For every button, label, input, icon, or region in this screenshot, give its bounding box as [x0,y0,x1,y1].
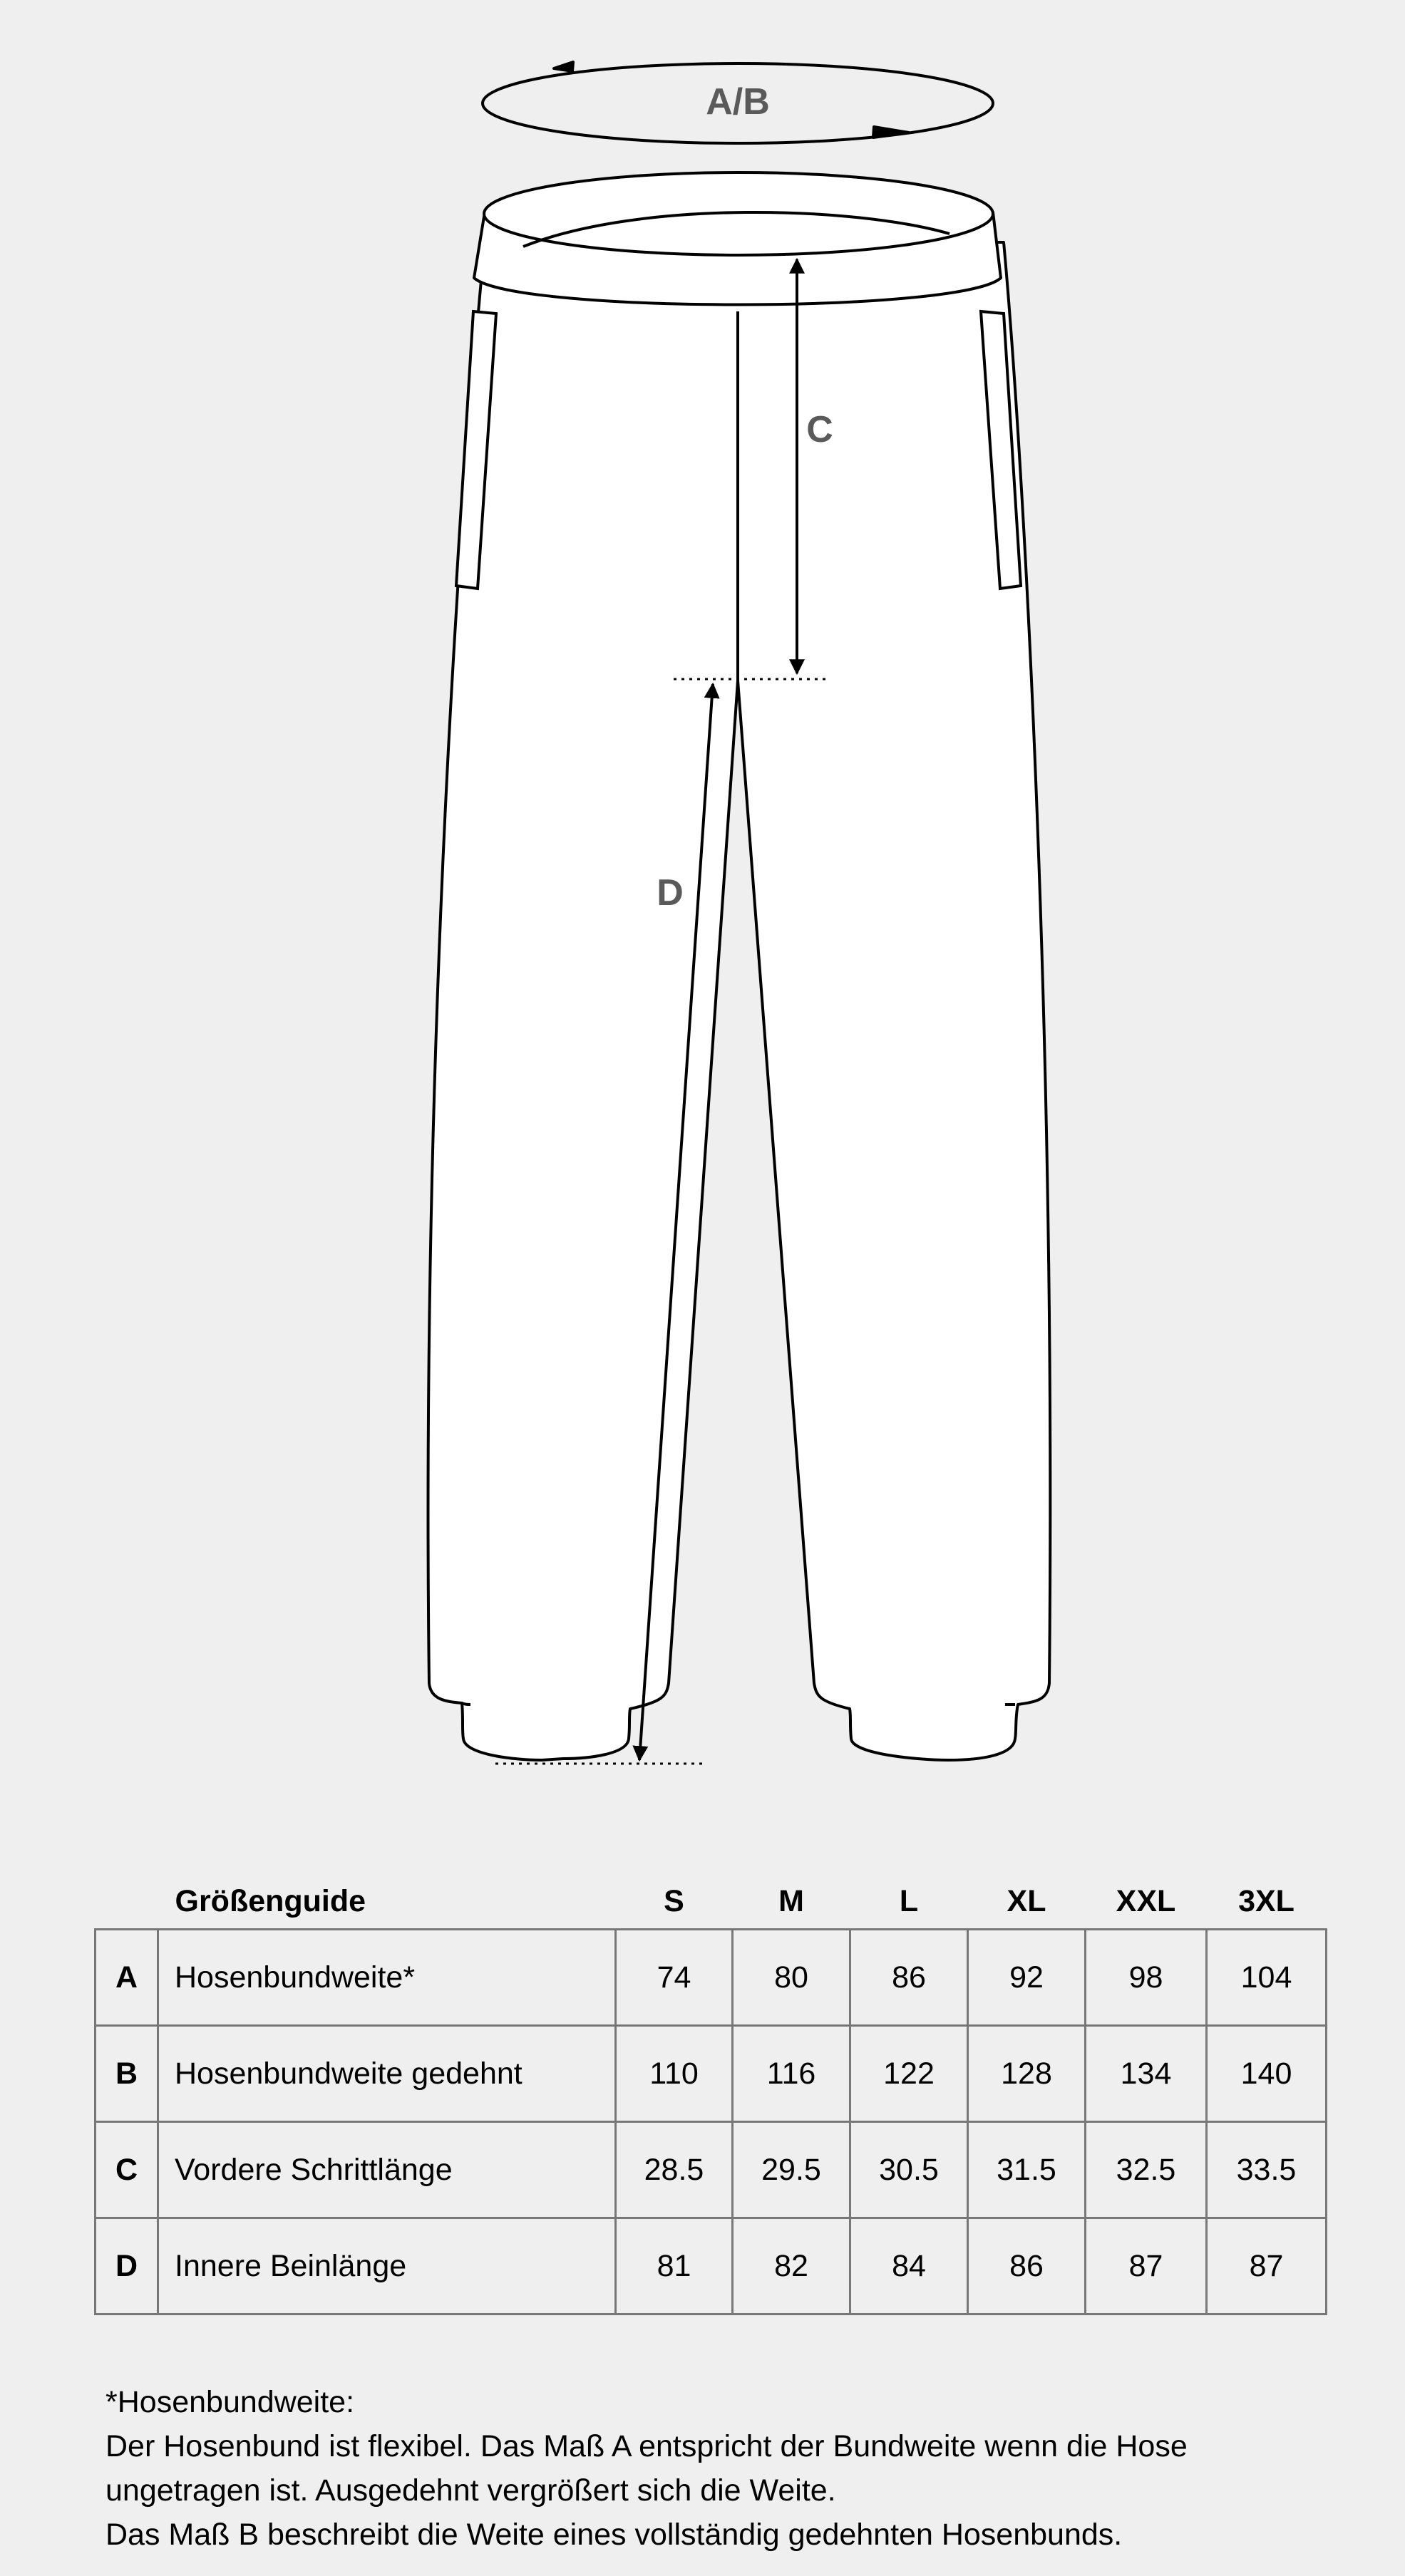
table-row [96,2218,1327,2314]
table-cell: 81 [616,2218,733,2314]
table-row [96,1930,1327,2026]
table-cell: 80 [733,1930,850,2026]
pants-outline [428,172,1051,1760]
size-header: XXL [1116,1883,1176,1918]
footnote-line: Der Hosenbund ist flexibel. Das Maß A entspricht der Bundweite wenn die Hose [105,2429,1188,2463]
table-cell: 134 [1086,2026,1207,2122]
size-header: L [899,1883,919,1918]
table-cell: 87 [1086,2218,1207,2314]
table-cell: 92 [968,1930,1086,2026]
table-cell: 32.5 [1086,2122,1207,2218]
measure-label: Innere Beinlänge [158,2218,616,2314]
table-cell: 31.5 [968,2122,1086,2218]
size-guide-table [94,1874,1327,2315]
measure-label: Hosenbundweite* [158,1930,616,2026]
table-cell: 122 [850,2026,968,2122]
table-cell: 104 [1207,1930,1327,2026]
table-cell: 87 [1207,2218,1327,2314]
measure-key: B [96,2026,158,2122]
size-header: S [664,1883,684,1918]
table-cell: 29.5 [733,2122,850,2218]
table-cell: 140 [1207,2026,1327,2122]
table-row [96,2026,1327,2122]
size-header-row [96,1874,1327,1930]
size-header: XL [1007,1883,1046,1918]
table-row [96,2122,1327,2218]
size-guide-title: Größenguide [175,1883,366,1918]
waist-arrowhead-right [873,127,909,138]
table-cell: 98 [1086,1930,1207,2026]
table-cell: 74 [616,1930,733,2026]
table-cell: 110 [616,2026,733,2122]
inseam-label: D [657,872,684,914]
table-cell: 86 [968,2218,1086,2314]
waist-arrowhead-left [554,62,573,71]
size-header: M [778,1883,804,1918]
table-cell: 84 [850,2218,968,2314]
waistband-footnote [105,2380,1389,2557]
measure-key: D [96,2218,158,2314]
waist-circumference-indicator [483,62,993,143]
measure-label: Vordere Schrittlänge [158,2122,616,2218]
measure-key: A [96,1930,158,2026]
table-cell: 28.5 [616,2122,733,2218]
table-cell: 30.5 [850,2122,968,2218]
table-cell: 33.5 [1207,2122,1327,2218]
waist-label: A/B [706,81,770,123]
measure-label: Hosenbundweite gedehnt [158,2026,616,2122]
footnote-line: Das Maß B beschreibt die Weite eines vollständig gedehnten Hosenbunds. [105,2518,1123,2552]
footnote-line: ungetragen ist. Ausgedehnt vergrößert sich die Weite. [105,2473,836,2508]
table-cell: 86 [850,1930,968,2026]
footnote-heading: *Hosenbundweite: [105,2385,355,2419]
front-rise-label: C [806,409,833,450]
table-cell: 128 [968,2026,1086,2122]
table-cell: 116 [733,2026,850,2122]
measure-key: C [96,2122,158,2218]
size-header: 3XL [1238,1883,1295,1918]
table-cell: 82 [733,2218,850,2314]
